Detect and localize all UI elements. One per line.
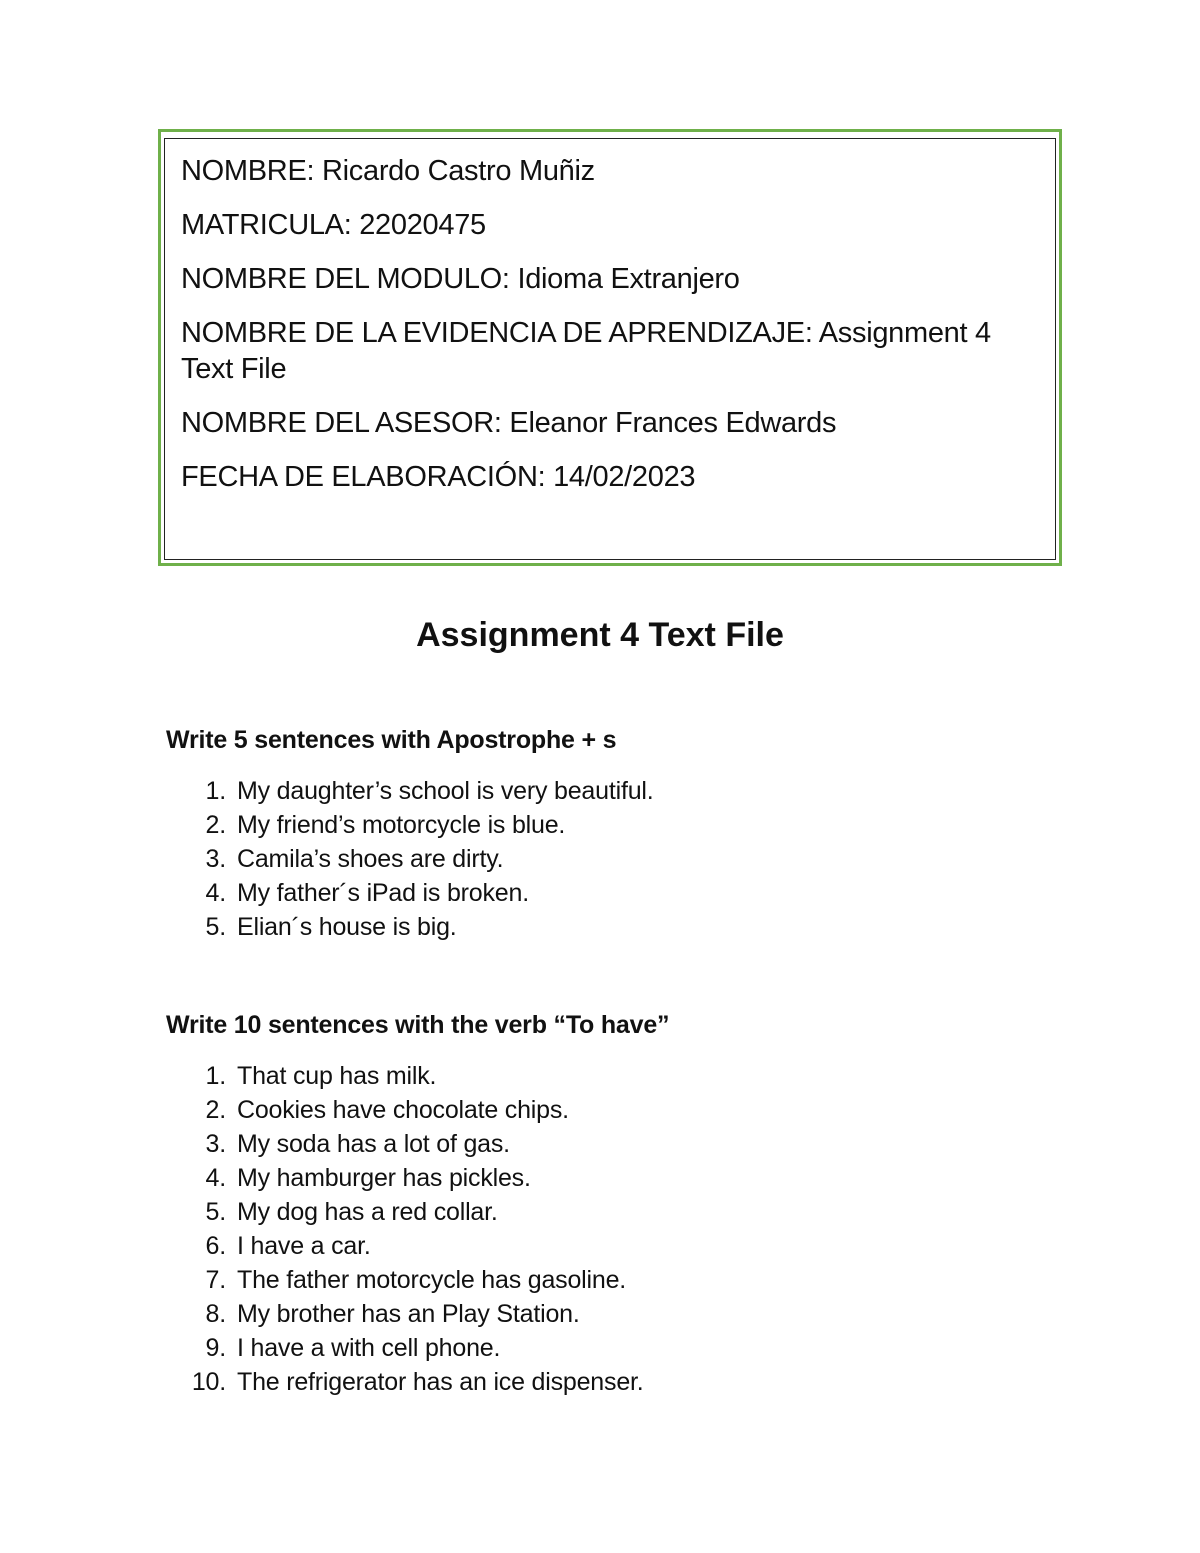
list-item: [166, 808, 654, 842]
module-name: NOMBRE DEL MODULO: Idioma Extranjero: [181, 263, 740, 295]
list-item: [166, 1161, 644, 1195]
list-number: 8.: [205, 1300, 226, 1328]
advisor-name: NOMBRE DEL ASESOR: Eleanor Frances Edwards: [181, 407, 837, 439]
student-info-box: [158, 129, 1062, 566]
student-info-inner: [164, 138, 1056, 560]
sentence-text: The refrigerator has an ice dispenser.: [237, 1368, 644, 1396]
student-id: MATRICULA: 22020475: [181, 209, 486, 241]
document-title: Assignment 4 Text File: [416, 616, 784, 654]
sentence-text: My soda has a lot of gas.: [237, 1130, 510, 1158]
list-number: 5.: [205, 913, 226, 941]
sentence-text: The father motorcycle has gasoline.: [237, 1266, 627, 1294]
list-number: 2.: [205, 1096, 226, 1124]
sentence-text: My dog has a red collar.: [237, 1198, 498, 1226]
sentence-text: My father´s iPad is broken.: [237, 879, 529, 907]
list-number: 3.: [205, 1130, 226, 1158]
list-item: [166, 842, 654, 876]
list-item: [166, 1297, 644, 1331]
list-number: 6.: [205, 1232, 226, 1260]
to-have-sentence-list: [166, 1059, 644, 1399]
list-item: [166, 1195, 644, 1229]
sentence-text: I have a with cell phone.: [237, 1334, 501, 1362]
list-item: [166, 876, 654, 910]
sentence-text: I have a car.: [237, 1232, 371, 1260]
sentence-text: My hamburger has pickles.: [237, 1164, 531, 1192]
list-number: 1.: [205, 777, 226, 805]
sentence-text: Elian´s house is big.: [237, 913, 457, 941]
evidence-name: NOMBRE DE LA EVIDENCIA DE APRENDIZAJE: Assignment 4 Text File: [181, 317, 991, 385]
sentence-text: That cup has milk.: [237, 1062, 437, 1090]
list-number: 4.: [205, 1164, 226, 1192]
elaboration-date: FECHA DE ELABORACIÓN: 14/02/2023: [181, 461, 696, 493]
apostrophe-sentence-list: [166, 774, 654, 944]
list-item: [166, 1331, 644, 1365]
list-number: 2.: [205, 811, 226, 839]
list-item: [166, 1263, 644, 1297]
list-item: [166, 910, 654, 944]
list-item: [166, 1229, 644, 1263]
student-name: NOMBRE: Ricardo Castro Muñiz: [181, 155, 595, 187]
list-number: 5.: [205, 1198, 226, 1226]
list-item: [166, 774, 654, 808]
list-item: [166, 1365, 644, 1399]
list-number: 3.: [205, 845, 226, 873]
sentence-text: Cookies have chocolate chips.: [237, 1096, 569, 1124]
section-heading-apostrophe: Write 5 sentences with Apostrophe + s: [166, 726, 617, 754]
list-number: 4.: [205, 879, 226, 907]
list-item: [166, 1127, 644, 1161]
list-number: 7.: [205, 1266, 226, 1294]
sentence-text: Camila’s shoes are dirty.: [237, 845, 504, 873]
list-number: 10.: [191, 1368, 226, 1396]
section-heading-to-have: Write 10 sentences with the verb “To have”: [166, 1011, 670, 1039]
sentence-text: My friend’s motorcycle is blue.: [237, 811, 566, 839]
list-item: [166, 1093, 644, 1127]
list-item: [166, 1059, 644, 1093]
sentence-text: My brother has an Play Station.: [237, 1300, 580, 1328]
list-number: 9.: [205, 1334, 226, 1362]
sentence-text: My daughter’s school is very beautiful.: [237, 777, 654, 805]
list-number: 1.: [205, 1062, 226, 1090]
